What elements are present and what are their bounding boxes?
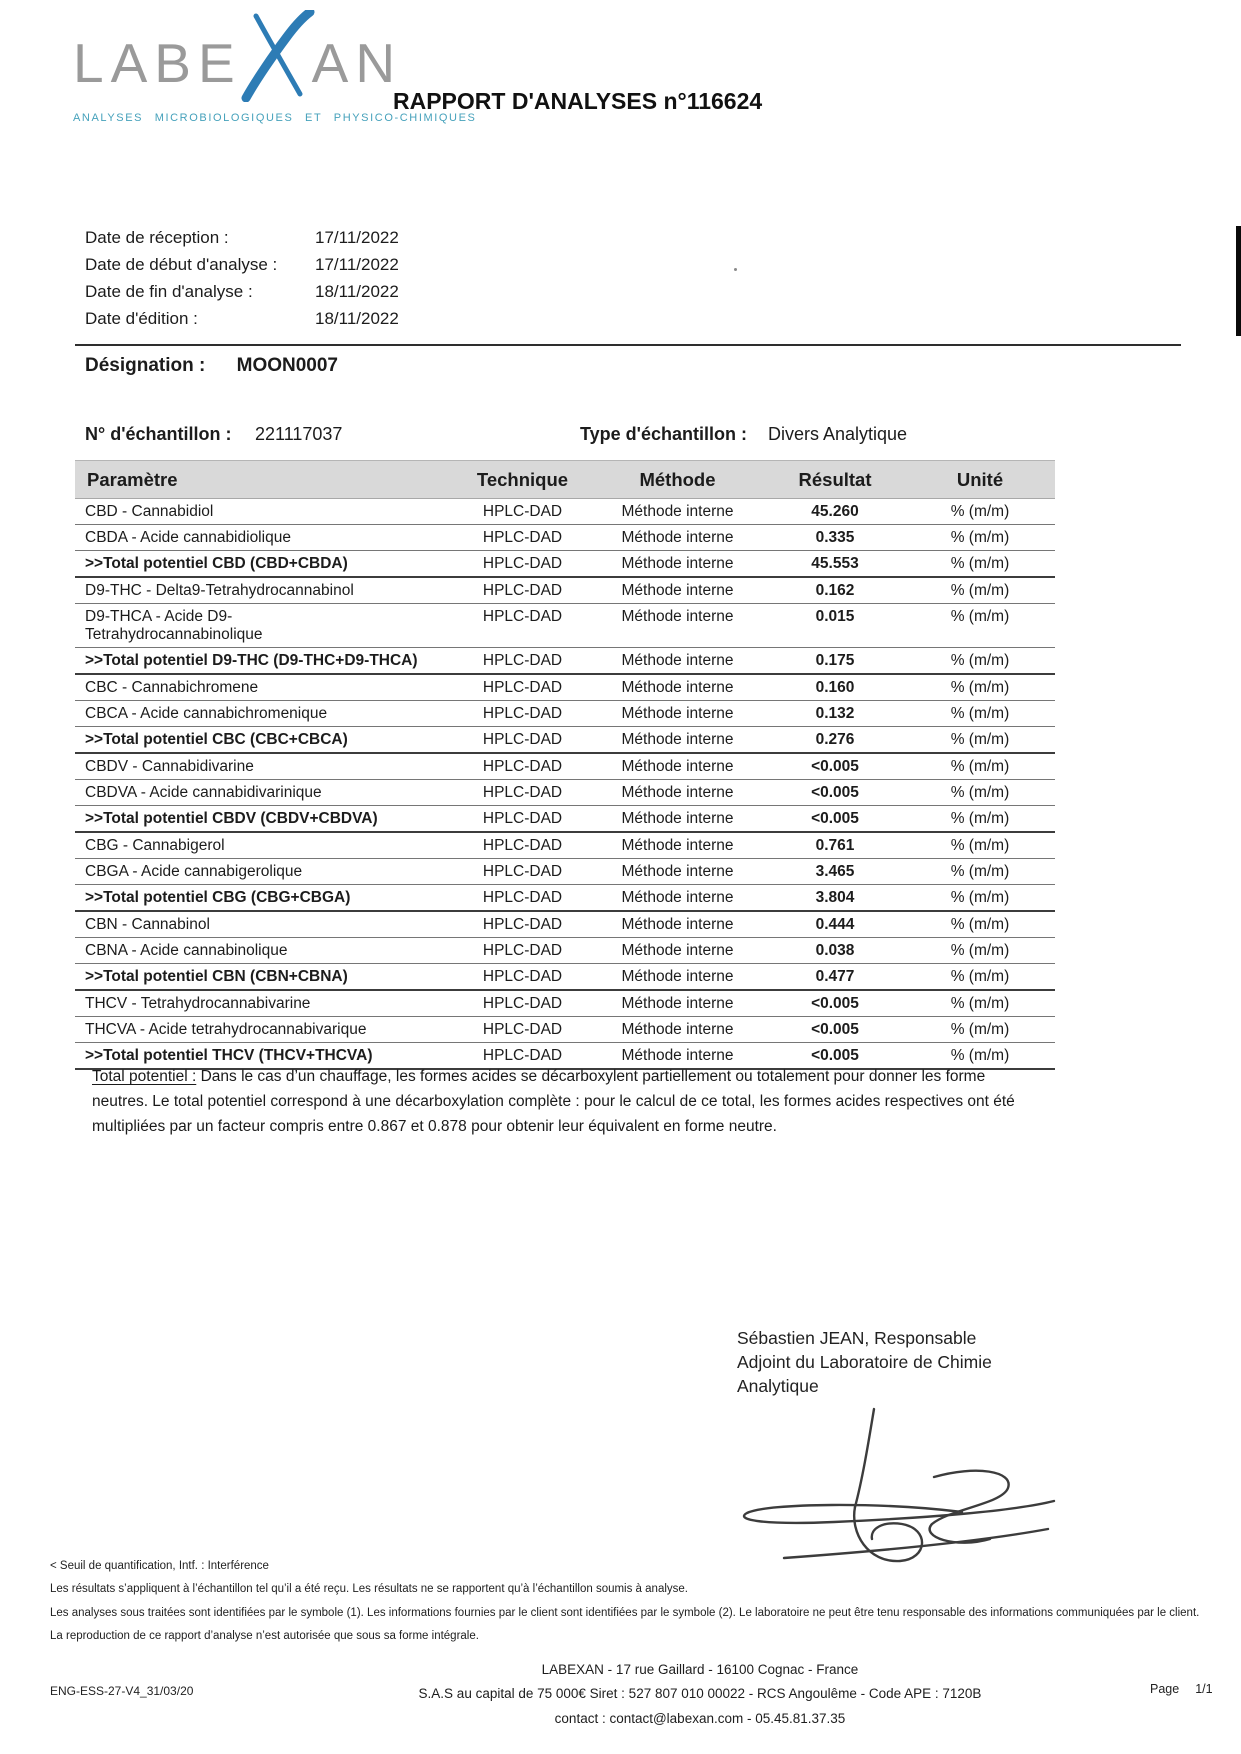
methode-cell-text: Méthode interne [621,942,734,959]
table-row [75,701,1055,727]
technique-cell [455,701,590,727]
param-cell [75,885,455,912]
resultat-cell-text: 0.276 [815,731,855,748]
technique-cell [455,885,590,912]
methode-cell [590,674,765,701]
param-cell [75,780,455,806]
unite-cell-text: % (m/m) [950,503,1010,520]
unite-cell [905,551,1055,578]
unite-cell [905,1017,1055,1043]
methode-cell-text: Méthode interne [621,731,734,748]
param-cell [75,648,455,675]
methode-cell-text: Méthode interne [621,1047,734,1064]
methode-cell [590,727,765,754]
sample-type-value: Divers Analytique [768,424,908,444]
param-cell-text: >>Total potentiel CBG (CBG+CBGA) [85,889,351,906]
unite-cell [905,859,1055,885]
unite-cell-text: % (m/m) [950,529,1010,546]
unite-cell [905,780,1055,806]
resultat-cell [765,674,905,701]
param-cell [75,990,455,1017]
technique-cell [455,551,590,578]
param-cell [75,832,455,859]
unite-cell-text: % (m/m) [950,916,1010,933]
methode-cell [590,753,765,780]
technique-cell [455,780,590,806]
table-row [75,859,1055,885]
resultat-cell [765,577,905,604]
resultat-cell-text: 3.465 [815,863,855,880]
technique-cell-text: HPLC-DAD [482,555,563,572]
header-row [75,461,1055,499]
param-cell-text: CBN - Cannabinol [85,916,210,933]
methode-cell-text: Méthode interne [621,1021,734,1038]
table-row [75,911,1055,938]
unite-cell [905,525,1055,551]
unite-cell-text: % (m/m) [950,608,1010,625]
param-cell [75,525,455,551]
resultat-cell [765,964,905,991]
param-cell [75,964,455,991]
table-row [75,832,1055,859]
footer-page-label: Page [1150,1682,1180,1696]
footnote-line: Les analyses sous traitées sont identifiées par le symbole (1). Les informations fournies par le client sont identifiées par le symbole (2). Le laboratoire ne peut être tenu responsable des informations communiquées par le client. [50,1606,1200,1619]
resultat-cell [765,885,905,912]
resultat-cell-text: <0.005 [811,995,859,1012]
unite-cell-text: % (m/m) [950,652,1010,669]
technique-cell [455,938,590,964]
date-value: 18/11/2022 [315,281,399,301]
param-cell-text: D9-THC - Delta9-Tetrahydrocannabinol [85,582,354,599]
technique-cell-text: HPLC-DAD [482,679,563,696]
unite-cell-text: % (m/m) [950,582,1010,599]
param-cell-text: CBC - Cannabichromene [85,679,259,696]
date-value: 17/11/2022 [315,227,399,247]
scan-artifact-dot [734,268,737,271]
technique-cell-text: HPLC-DAD [482,995,563,1012]
technique-cell-text: HPLC-DAD [482,731,563,748]
param-cell-text: CBCA - Acide cannabichromenique [85,705,328,722]
methode-cell [590,577,765,604]
date-row [85,251,645,278]
header-resultat: Résultat [765,461,905,499]
param-cell [75,938,455,964]
date-label: Date de début d'analyse : [85,254,278,274]
unite-cell-text: % (m/m) [950,705,1010,722]
table-row [75,648,1055,675]
resultat-cell-text: 0.175 [815,652,855,669]
technique-cell-text: HPLC-DAD [482,968,563,985]
param-cell-text: CBDV - Cannabidivarine [85,758,254,775]
param-cell-text: CBDVA - Acide cannabidivarinique [85,784,322,801]
resultat-cell-text: <0.005 [811,1047,859,1064]
resultat-cell [765,859,905,885]
section-divider [75,344,1181,346]
resultat-cell [765,525,905,551]
technique-cell-text: HPLC-DAD [482,837,563,854]
technique-cell-text: HPLC-DAD [482,758,563,775]
param-cell [75,753,455,780]
methode-cell-text: Méthode interne [621,863,734,880]
header-unite: Unité [905,461,1055,499]
footnote-line: La reproduction de ce rapport d’analyse n’est autorisée que sous sa forme intégrale. [50,1629,479,1642]
methode-cell [590,885,765,912]
resultat-cell-text: 0.132 [815,705,855,722]
methode-cell-text: Méthode interne [621,608,734,625]
technique-cell-text: HPLC-DAD [482,582,563,599]
methode-cell-text: Méthode interne [621,705,734,722]
technique-cell-text: HPLC-DAD [482,652,563,669]
dates-block [85,224,645,332]
technique-cell [455,499,590,525]
param-cell [75,701,455,727]
table-row [75,753,1055,780]
resultat-cell [765,938,905,964]
date-row [85,224,645,251]
technique-cell-text: HPLC-DAD [482,1021,563,1038]
param-cell [75,859,455,885]
methode-cell [590,990,765,1017]
resultat-cell-text: 3.804 [815,889,855,906]
table-row [75,780,1055,806]
methode-cell [590,806,765,833]
unite-cell-text: % (m/m) [950,889,1010,906]
header-technique: Technique [455,461,590,499]
param-cell [75,1017,455,1043]
unite-cell-text: % (m/m) [950,968,1010,985]
technique-cell [455,753,590,780]
methode-cell-text: Méthode interne [621,679,734,696]
date-label: Date de fin d'analyse : [85,281,253,301]
param-cell [75,577,455,604]
footnote-line: < Seuil de quantification, Intf. : Interférence [50,1560,269,1572]
resultat-cell [765,499,905,525]
param-cell-text: >>Total potentiel CBDV (CBDV+CBDVA) [85,810,378,827]
param-cell [75,674,455,701]
unite-cell [905,990,1055,1017]
note-prefix: Total potentiel : [92,1068,197,1085]
unite-cell [905,806,1055,833]
technique-cell [455,990,590,1017]
footer-form-ref: ENG-ESS-27-V4_31/03/20 [50,1684,194,1698]
unite-cell [905,604,1055,648]
unite-cell-text: % (m/m) [950,995,1010,1012]
resultat-cell [765,551,905,578]
methode-cell [590,648,765,675]
technique-cell [455,577,590,604]
scan-artifact-bar [1236,226,1241,336]
technique-cell [455,727,590,754]
methode-cell-text: Méthode interne [621,652,734,669]
note-body: Dans le cas d’un chauffage, les formes acides se décarboxylent partiellement ou totalement pour donner les forme neutres. Le total potentiel correspond à une décarboxylation complète : pour le calcul de ce total, les formes acides respectives ont été multipliées par un facteur compris entre 0.867 et 0.878 pour obtenir leur équivalent en forme neutre. [92,1068,1015,1136]
date-label: Date de réception : [85,227,229,247]
results-table-body [75,499,1055,1070]
header-parametre: Paramètre [75,461,455,499]
param-cell-text: >>Total potentiel CBN (CBN+CBNA) [85,968,348,985]
methode-cell [590,938,765,964]
unite-cell [905,701,1055,727]
technique-cell [455,964,590,991]
resultat-cell [765,1017,905,1043]
table-row [75,964,1055,991]
technique-cell-text: HPLC-DAD [482,503,563,520]
methode-cell [590,911,765,938]
technique-cell [455,859,590,885]
unite-cell-text: % (m/m) [950,555,1010,572]
footnote-line: Les résultats s’appliquent à l’échantillon tel qu’il a été reçu. Les résultats ne se rapportent qu’à l’échantillon soumis à analyse. [50,1583,688,1596]
methode-cell [590,1017,765,1043]
unite-cell-text: % (m/m) [950,784,1010,801]
unite-cell-text: % (m/m) [950,837,1010,854]
technique-cell-text: HPLC-DAD [482,942,563,959]
methode-cell-text: Méthode interne [621,889,734,906]
methode-cell [590,859,765,885]
param-cell [75,499,455,525]
param-cell-text: D9-THCA - Acide D9-Tetrahydrocannabinolique [85,608,263,643]
technique-cell-text: HPLC-DAD [482,1047,563,1064]
logo-text-right: AN [311,31,403,94]
unite-cell [905,727,1055,754]
technique-cell-text: HPLC-DAD [482,916,563,933]
param-cell-text: >>Total potentiel D9-THC (D9-THC+D9-THCA) [85,652,418,669]
resultat-cell-text: 0.162 [815,582,855,599]
unite-cell-text: % (m/m) [950,679,1010,696]
table-row [75,525,1055,551]
resultat-cell [765,780,905,806]
resultat-cell-text: 0.761 [815,837,855,854]
methode-cell [590,780,765,806]
param-cell-text: CBGA - Acide cannabigerolique [85,863,303,880]
table-row [75,674,1055,701]
resultat-cell-text: 0.015 [815,608,855,625]
results-table [75,460,1055,1070]
sample-type-label: Type d'échantillon : [580,424,747,444]
technique-cell-text: HPLC-DAD [482,889,563,906]
param-cell [75,551,455,578]
methode-cell [590,701,765,727]
unite-cell [905,648,1055,675]
methode-cell [590,964,765,991]
resultat-cell-text: <0.005 [811,784,859,801]
param-cell [75,911,455,938]
date-row [85,278,645,305]
unite-cell-text: % (m/m) [950,810,1010,827]
technique-cell [455,604,590,648]
technique-cell-text: HPLC-DAD [482,705,563,722]
methode-cell [590,551,765,578]
footer-address-line1: LABEXAN - 17 rue Gaillard - 16100 Cognac - France [541,1662,859,1677]
methode-cell-text: Méthode interne [621,968,734,985]
param-cell-text: CBDA - Acide cannabidiolique [85,529,291,546]
table-row [75,938,1055,964]
methode-cell [590,832,765,859]
resultat-cell [765,648,905,675]
footer-address-line3: contact : contact@labexan.com - 05.45.81.37.35 [554,1710,846,1726]
param-cell-text: THCVA - Acide tetrahydrocannabivarique [85,1021,367,1038]
footer-address-line2: S.A.S au capital de 75 000€ Siret : 527 807 010 00022 - RCS Angoulême - Code APE : 7120B [418,1686,982,1702]
resultat-cell [765,727,905,754]
resultat-cell [765,701,905,727]
unite-cell [905,938,1055,964]
methode-cell-text: Méthode interne [621,758,734,775]
param-cell-text: THCV - Tetrahydrocannabivarine [85,995,311,1012]
results-table-header [75,461,1055,499]
technique-cell-text: HPLC-DAD [482,608,563,625]
labexan-x-swoosh-icon [240,10,316,102]
unite-cell-text: % (m/m) [950,863,1010,880]
param-cell [75,727,455,754]
resultat-cell [765,990,905,1017]
signatory-block: Sébastien JEAN, Responsable Adjoint du Laboratoire de Chimie Analytique [737,1328,992,1397]
unite-cell [905,674,1055,701]
footer-page [1150,1682,1213,1696]
sample-number-label: N° d'échantillon : [85,424,232,444]
unite-cell-text: % (m/m) [950,942,1010,959]
resultat-cell [765,806,905,833]
param-cell-text: CBNA - Acide cannabinolique [85,942,288,959]
logo-tagline: ANALYSES MICROBIOLOGIQUES ET PHYSICO-CHIMIQUES [73,112,477,124]
designation-label: Désignation : [85,355,206,376]
footer-page-value: 1/1 [1195,1682,1213,1696]
param-cell [75,604,455,648]
param-cell-text: >>Total potentiel CBC (CBC+CBCA) [85,731,348,748]
report-title: RAPPORT D'ANALYSES n°116624 [393,88,763,114]
table-row [75,604,1055,648]
sample-number-value: 221117037 [255,424,343,444]
technique-cell [455,832,590,859]
resultat-cell [765,832,905,859]
methode-cell-text: Méthode interne [621,784,734,801]
methode-cell-text: Méthode interne [621,503,734,520]
logo-text-left: LABE [73,31,242,94]
resultat-cell-text: 0.444 [815,916,855,933]
methode-cell [590,525,765,551]
technique-cell-text: HPLC-DAD [482,784,563,801]
methode-cell [590,604,765,648]
table-row [75,1017,1055,1043]
table-row [75,885,1055,912]
technique-cell [455,806,590,833]
technique-cell [455,674,590,701]
methode-cell-text: Méthode interne [621,837,734,854]
total-potentiel-note [92,1064,1040,1139]
unite-cell [905,753,1055,780]
resultat-cell [765,604,905,648]
unite-cell [905,577,1055,604]
methode-cell-text: Méthode interne [621,916,734,933]
param-cell-text: CBG - Cannabigerol [85,837,225,854]
sample-line [0,424,1241,454]
resultat-cell-text: 0.477 [815,968,855,985]
unite-cell [905,911,1055,938]
footer-address [220,1658,1180,1731]
methode-cell-text: Méthode interne [621,529,734,546]
param-cell [75,806,455,833]
methode-cell-text: Méthode interne [621,995,734,1012]
unite-cell [905,885,1055,912]
table-row [75,727,1055,754]
header-methode: Méthode [590,461,765,499]
resultat-cell-text: 0.160 [815,679,855,696]
resultat-cell-text: <0.005 [811,810,859,827]
methode-cell [590,499,765,525]
date-value: 17/11/2022 [315,254,399,274]
unite-cell [905,832,1055,859]
technique-cell-text: HPLC-DAD [482,863,563,880]
param-cell-text: >>Total potentiel CBD (CBD+CBDA) [85,555,348,572]
designation-line [85,355,338,377]
technique-cell [455,525,590,551]
resultat-cell [765,753,905,780]
resultat-cell-text: 45.260 [811,503,859,520]
param-cell-text: CBD - Cannabidiol [85,503,214,520]
resultat-cell-text: 0.335 [815,529,855,546]
methode-cell-text: Méthode interne [621,582,734,599]
technique-cell [455,1017,590,1043]
methode-cell-text: Méthode interne [621,555,734,572]
unite-cell-text: % (m/m) [950,1047,1010,1064]
methode-cell-text: Méthode interne [621,810,734,827]
unite-cell [905,964,1055,991]
unite-cell-text: % (m/m) [950,1021,1010,1038]
unite-cell-text: % (m/m) [950,758,1010,775]
resultat-cell-text: <0.005 [811,758,859,775]
date-label: Date d'édition : [85,308,198,328]
resultat-cell-text: 45.553 [811,555,859,572]
technique-cell [455,648,590,675]
resultat-cell-text: 0.038 [815,942,855,959]
table-row [75,806,1055,833]
table-row [75,499,1055,525]
param-cell-text: >>Total potentiel THCV (THCV+THCVA) [85,1047,373,1064]
date-value: 18/11/2022 [315,308,399,328]
table-row [75,551,1055,578]
unite-cell-text: % (m/m) [950,731,1010,748]
unite-cell [905,499,1055,525]
table-row [75,577,1055,604]
resultat-cell [765,911,905,938]
technique-cell-text: HPLC-DAD [482,529,563,546]
table-row [75,990,1055,1017]
technique-cell [455,911,590,938]
designation-value: MOON0007 [236,355,338,376]
resultat-cell-text: <0.005 [811,1021,859,1038]
date-row [85,305,645,332]
technique-cell-text: HPLC-DAD [482,810,563,827]
footnotes [50,1558,1235,1651]
